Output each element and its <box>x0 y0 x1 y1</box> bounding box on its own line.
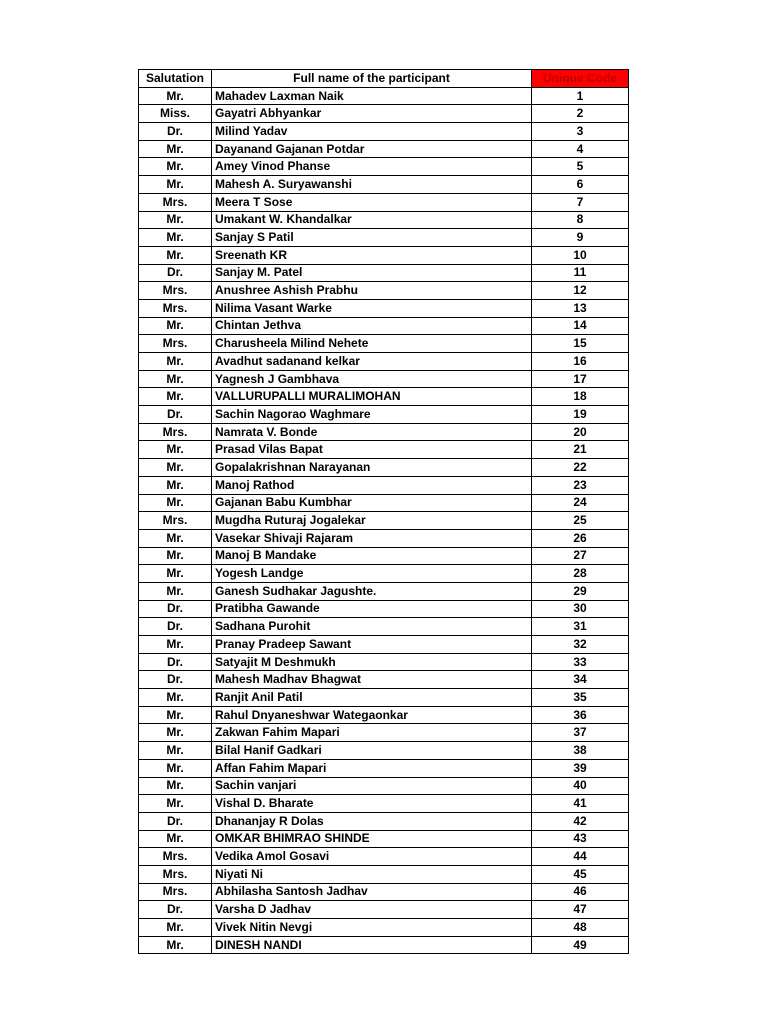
table-row <box>139 795 629 813</box>
salutation-cell: Dr. <box>139 600 212 618</box>
salutation-cell: Mr. <box>139 246 212 264</box>
salutation-cell: Mr. <box>139 353 212 371</box>
table-body <box>139 87 629 954</box>
unique-code-cell: 33 <box>532 653 629 671</box>
table-row <box>139 689 629 707</box>
participant-name-cell: Ganesh Sudhakar Jagushte. <box>212 582 532 600</box>
table-row <box>139 919 629 937</box>
table-row <box>139 547 629 565</box>
salutation-cell: Mr. <box>139 158 212 176</box>
unique-code-cell: 17 <box>532 370 629 388</box>
unique-code-cell: 36 <box>532 706 629 724</box>
unique-code-cell: 35 <box>532 689 629 707</box>
unique-code-cell: 23 <box>532 476 629 494</box>
table-row <box>139 759 629 777</box>
unique-code-cell: 21 <box>532 441 629 459</box>
salutation-cell: Mr. <box>139 441 212 459</box>
unique-code-cell: 32 <box>532 636 629 654</box>
participant-name-cell: Ranjit Anil Patil <box>212 689 532 707</box>
salutation-cell: Miss. <box>139 105 212 123</box>
participant-name-cell: DINESH NANDI <box>212 936 532 954</box>
salutation-cell: Mrs. <box>139 512 212 530</box>
participant-name-cell: Pranay Pradeep Sawant <box>212 636 532 654</box>
unique-code-cell: 14 <box>532 317 629 335</box>
table-row <box>139 423 629 441</box>
table-row <box>139 724 629 742</box>
unique-code-cell: 42 <box>532 812 629 830</box>
unique-code-cell: 8 <box>532 211 629 229</box>
table-row <box>139 742 629 760</box>
salutation-cell: Mrs. <box>139 865 212 883</box>
table-row <box>139 777 629 795</box>
table-row <box>139 494 629 512</box>
unique-code-cell: 15 <box>532 335 629 353</box>
unique-code-cell: 20 <box>532 423 629 441</box>
salutation-cell: Dr. <box>139 653 212 671</box>
unique-code-cell: 16 <box>532 353 629 371</box>
table-row <box>139 406 629 424</box>
unique-code-cell: 18 <box>532 388 629 406</box>
unique-code-cell: 44 <box>532 848 629 866</box>
table-row <box>139 512 629 530</box>
table-row <box>139 830 629 848</box>
unique-code-cell: 46 <box>532 883 629 901</box>
salutation-cell: Mr. <box>139 830 212 848</box>
table-row <box>139 140 629 158</box>
unique-code-cell: 5 <box>532 158 629 176</box>
participant-name-cell: Anushree Ashish Prabhu <box>212 282 532 300</box>
salutation-cell: Mr. <box>139 936 212 954</box>
participant-name-cell: Chintan Jethva <box>212 317 532 335</box>
participant-name-cell: OMKAR BHIMRAO SHINDE <box>212 830 532 848</box>
salutation-cell: Mr. <box>139 140 212 158</box>
salutation-cell: Mr. <box>139 317 212 335</box>
unique-code-cell: 37 <box>532 724 629 742</box>
salutation-cell: Dr. <box>139 671 212 689</box>
table-row <box>139 87 629 105</box>
table-row <box>139 193 629 211</box>
salutation-cell: Mr. <box>139 176 212 194</box>
salutation-cell: Mr. <box>139 87 212 105</box>
salutation-cell: Mrs. <box>139 423 212 441</box>
participant-name-cell: Namrata V. Bonde <box>212 423 532 441</box>
table-row <box>139 671 629 689</box>
unique-code-cell: 38 <box>532 742 629 760</box>
participant-name-cell: Gayatri Abhyankar <box>212 105 532 123</box>
table-row <box>139 565 629 583</box>
table-row <box>139 176 629 194</box>
salutation-cell: Mr. <box>139 529 212 547</box>
table-row <box>139 901 629 919</box>
salutation-cell: Dr. <box>139 618 212 636</box>
salutation-cell: Mr. <box>139 706 212 724</box>
participant-name-cell: Vivek Nitin Nevgi <box>212 919 532 937</box>
salutation-cell: Mr. <box>139 459 212 477</box>
table-row <box>139 282 629 300</box>
unique-code-column-header: Unique Code <box>532 70 629 88</box>
table-row <box>139 476 629 494</box>
unique-code-cell: 25 <box>532 512 629 530</box>
salutation-cell: Mrs. <box>139 299 212 317</box>
salutation-cell: Mr. <box>139 229 212 247</box>
participants-table <box>138 69 629 954</box>
table-row <box>139 582 629 600</box>
participant-name-cell: Avadhut sadanand kelkar <box>212 353 532 371</box>
participant-name-cell: Yogesh Landge <box>212 565 532 583</box>
table-row <box>139 441 629 459</box>
table-row <box>139 936 629 954</box>
participant-name-cell: Vishal D. Bharate <box>212 795 532 813</box>
salutation-cell: Dr. <box>139 123 212 141</box>
participant-name-cell: Bilal Hanif Gadkari <box>212 742 532 760</box>
table-row <box>139 812 629 830</box>
table-row <box>139 865 629 883</box>
salutation-cell: Mr. <box>139 370 212 388</box>
salutation-cell: Mr. <box>139 759 212 777</box>
participant-name-cell: Mahesh Madhav Bhagwat <box>212 671 532 689</box>
table-header <box>139 70 629 88</box>
unique-code-cell: 41 <box>532 795 629 813</box>
unique-code-cell: 34 <box>532 671 629 689</box>
unique-code-cell: 4 <box>532 140 629 158</box>
participant-name-cell: Niyati Ni <box>212 865 532 883</box>
table-row <box>139 229 629 247</box>
table-row <box>139 618 629 636</box>
salutation-cell: Mr. <box>139 777 212 795</box>
unique-code-cell: 45 <box>532 865 629 883</box>
participant-name-cell: Milind Yadav <box>212 123 532 141</box>
unique-code-cell: 43 <box>532 830 629 848</box>
table-row <box>139 353 629 371</box>
unique-code-cell: 6 <box>532 176 629 194</box>
unique-code-cell: 27 <box>532 547 629 565</box>
participant-name-cell: Nilima Vasant Warke <box>212 299 532 317</box>
table-row <box>139 653 629 671</box>
participant-name-cell: Manoj Rathod <box>212 476 532 494</box>
salutation-cell: Dr. <box>139 406 212 424</box>
participant-name-cell: Sadhana Purohit <box>212 618 532 636</box>
participant-name-cell: Meera T Sose <box>212 193 532 211</box>
participant-name-cell: Gopalakrishnan Narayanan <box>212 459 532 477</box>
salutation-cell: Mrs. <box>139 335 212 353</box>
salutation-cell: Mr. <box>139 689 212 707</box>
salutation-cell: Mr. <box>139 919 212 937</box>
table-row <box>139 335 629 353</box>
table-row <box>139 246 629 264</box>
table-row <box>139 706 629 724</box>
table-row <box>139 529 629 547</box>
unique-code-cell: 13 <box>532 299 629 317</box>
participant-name-cell: Prasad Vilas Bapat <box>212 441 532 459</box>
salutation-cell: Mr. <box>139 742 212 760</box>
participant-name-cell: Sachin vanjari <box>212 777 532 795</box>
salutation-cell: Mr. <box>139 547 212 565</box>
unique-code-cell: 47 <box>532 901 629 919</box>
unique-code-cell: 29 <box>532 582 629 600</box>
table-row <box>139 848 629 866</box>
unique-code-cell: 48 <box>532 919 629 937</box>
participant-name-cell: Sanjay S Patil <box>212 229 532 247</box>
participant-name-cell: Umakant W. Khandalkar <box>212 211 532 229</box>
participant-name-cell: Abhilasha Santosh Jadhav <box>212 883 532 901</box>
table-row <box>139 317 629 335</box>
table-row <box>139 883 629 901</box>
unique-code-cell: 24 <box>532 494 629 512</box>
table-row <box>139 264 629 282</box>
participant-name-cell: Vedika Amol Gosavi <box>212 848 532 866</box>
participant-name-cell: Sanjay M. Patel <box>212 264 532 282</box>
participant-name-cell: Dayanand Gajanan Potdar <box>212 140 532 158</box>
unique-code-cell: 26 <box>532 529 629 547</box>
unique-code-cell: 11 <box>532 264 629 282</box>
table-row <box>139 370 629 388</box>
salutation-column-header: Salutation <box>139 70 212 88</box>
unique-code-cell: 7 <box>532 193 629 211</box>
salutation-cell: Mr. <box>139 724 212 742</box>
unique-code-cell: 39 <box>532 759 629 777</box>
participant-name-cell: VALLURUPALLI MURALIMOHAN <box>212 388 532 406</box>
salutation-cell: Mr. <box>139 476 212 494</box>
unique-code-cell: 31 <box>532 618 629 636</box>
unique-code-cell: 1 <box>532 87 629 105</box>
unique-code-cell: 10 <box>532 246 629 264</box>
unique-code-cell: 12 <box>532 282 629 300</box>
participant-name-cell: Amey Vinod Phanse <box>212 158 532 176</box>
unique-code-cell: 19 <box>532 406 629 424</box>
participant-name-cell: Yagnesh J Gambhava <box>212 370 532 388</box>
salutation-cell: Mr. <box>139 494 212 512</box>
participant-name-cell: Rahul Dnyaneshwar Wategaonkar <box>212 706 532 724</box>
participant-name-cell: Gajanan Babu Kumbhar <box>212 494 532 512</box>
salutation-cell: Mr. <box>139 565 212 583</box>
name-column-header: Full name of the participant <box>212 70 532 88</box>
header-row <box>139 70 629 88</box>
salutation-cell: Mrs. <box>139 282 212 300</box>
table-row <box>139 123 629 141</box>
salutation-cell: Mrs. <box>139 193 212 211</box>
unique-code-cell: 9 <box>532 229 629 247</box>
participant-name-cell: Mahesh A. Suryawanshi <box>212 176 532 194</box>
salutation-cell: Dr. <box>139 812 212 830</box>
salutation-cell: Mr. <box>139 582 212 600</box>
table-row <box>139 211 629 229</box>
salutation-cell: Mr. <box>139 211 212 229</box>
participant-name-cell: Affan Fahim Mapari <box>212 759 532 777</box>
table-row <box>139 105 629 123</box>
participant-name-cell: Dhananjay R Dolas <box>212 812 532 830</box>
table-row <box>139 459 629 477</box>
salutation-cell: Dr. <box>139 264 212 282</box>
unique-code-cell: 2 <box>532 105 629 123</box>
salutation-cell: Mrs. <box>139 883 212 901</box>
unique-code-cell: 3 <box>532 123 629 141</box>
participant-name-cell: Manoj B Mandake <box>212 547 532 565</box>
salutation-cell: Dr. <box>139 901 212 919</box>
salutation-cell: Mrs. <box>139 848 212 866</box>
unique-code-cell: 49 <box>532 936 629 954</box>
unique-code-cell: 28 <box>532 565 629 583</box>
table-row <box>139 600 629 618</box>
unique-code-cell: 22 <box>532 459 629 477</box>
salutation-cell: Mr. <box>139 636 212 654</box>
participant-name-cell: Pratibha Gawande <box>212 600 532 618</box>
participant-name-cell: Satyajit M Deshmukh <box>212 653 532 671</box>
participant-name-cell: Zakwan Fahim Mapari <box>212 724 532 742</box>
participant-name-cell: Sreenath KR <box>212 246 532 264</box>
participant-name-cell: Sachin Nagorao Waghmare <box>212 406 532 424</box>
unique-code-cell: 30 <box>532 600 629 618</box>
participant-name-cell: Vasekar Shivaji Rajaram <box>212 529 532 547</box>
table-row <box>139 158 629 176</box>
participant-name-cell: Mahadev Laxman Naik <box>212 87 532 105</box>
table-row <box>139 636 629 654</box>
participant-name-cell: Charusheela Milind Nehete <box>212 335 532 353</box>
table-row <box>139 388 629 406</box>
salutation-cell: Mr. <box>139 795 212 813</box>
participant-name-cell: Varsha D Jadhav <box>212 901 532 919</box>
salutation-cell: Mr. <box>139 388 212 406</box>
unique-code-cell: 40 <box>532 777 629 795</box>
table-row <box>139 299 629 317</box>
participant-name-cell: Mugdha Ruturaj Jogalekar <box>212 512 532 530</box>
